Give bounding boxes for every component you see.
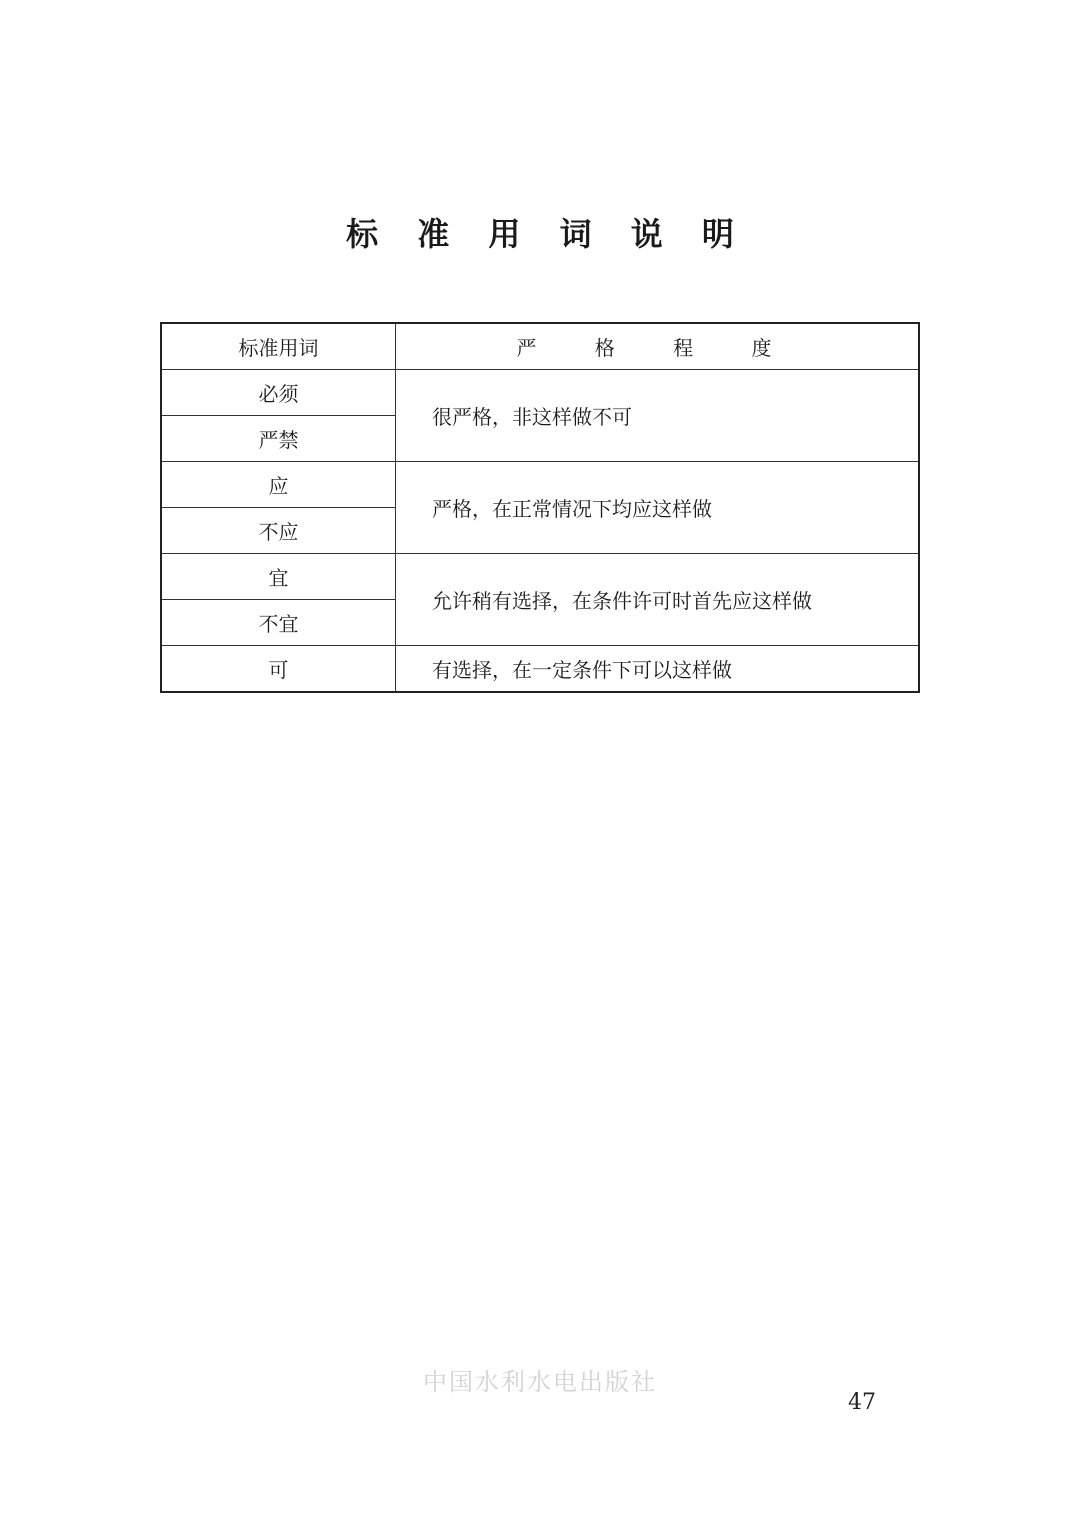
term-cell: 不应 — [161, 508, 396, 554]
table-row — [161, 462, 919, 508]
term-cell: 不宜 — [161, 600, 396, 646]
table-row — [161, 646, 919, 693]
page-number: 47 — [848, 1390, 876, 1415]
degree-cell: 有选择，在一定条件下可以这样做 — [396, 646, 920, 693]
degree-cell: 很严格，非这样做不可 — [396, 370, 920, 462]
term-cell: 宜 — [161, 554, 396, 600]
term-cell: 可 — [161, 646, 396, 693]
standard-terms-table — [160, 322, 920, 693]
term-cell: 必须 — [161, 370, 396, 416]
publisher-watermark: 中国水利水电出版社 — [423, 1368, 657, 1396]
term-cell: 严禁 — [161, 416, 396, 462]
term-cell: 应 — [161, 462, 396, 508]
table-row — [161, 554, 919, 600]
table-row — [161, 370, 919, 416]
table-header-row — [161, 323, 919, 370]
degree-cell: 严格，在正常情况下均应这样做 — [396, 462, 920, 554]
page-title: 标 准 用 词 说 明 — [346, 215, 748, 253]
degree-cell: 允许稍有选择，在条件许可时首先应这样做 — [396, 554, 920, 646]
header-strictness-degree: 严 格 程 度 — [396, 323, 920, 370]
header-standard-term: 标准用词 — [161, 323, 396, 370]
